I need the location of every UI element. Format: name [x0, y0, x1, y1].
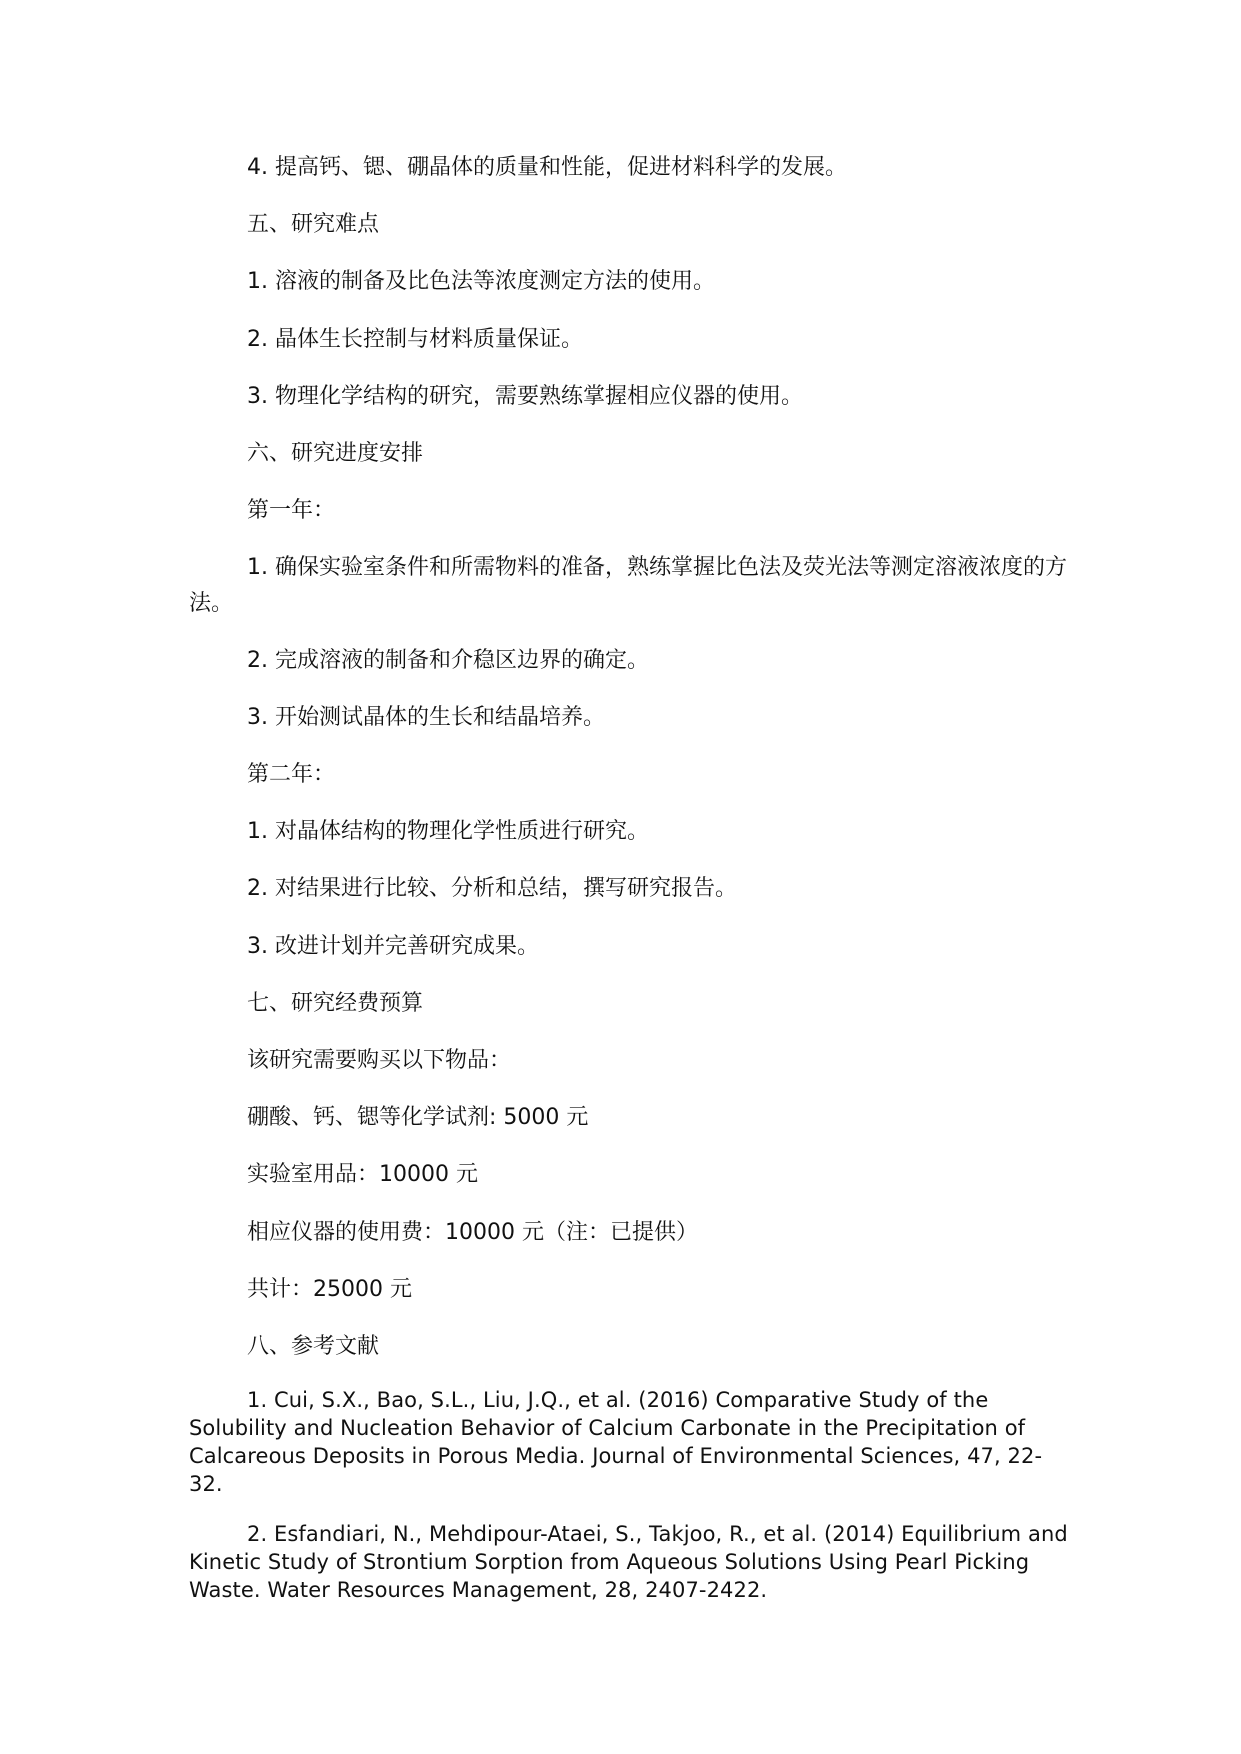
reference-item-2: 2. Esfandiari, N., Mehdipour-Ataei, S., Takjoo, R., et al. (2014) Equilibrium and Kinetic Study of Strontium Sorption from Aqueous Solutions Using Pearl Picking Waste. Water Resources Management, 28, 2407-2422. [189, 1522, 1068, 1603]
subheading-year-one: 第一年： [247, 498, 336, 524]
paragraph-difficulty-3: 3. 物理化学结构的研究，需要熟练掌握相应仪器的使用。 [247, 383, 803, 409]
subheading-year-two: 第二年： [247, 762, 336, 788]
paragraph-year-one-2: 2. 完成溶液的制备和介稳区边界的确定。 [247, 647, 649, 673]
paragraph-budget-intro: 该研究需要购买以下物品： [247, 1048, 512, 1073]
paragraph-budget-total: 共计：25000 元 [247, 1276, 412, 1302]
section-heading-references: 八、参考文献 [247, 1333, 380, 1359]
paragraph-year-one-1: 1. 确保实验室条件和所需物料的准备，熟练掌握比色法及荧光法等测定溶液浓度的方法。 [189, 555, 1067, 616]
paragraph-difficulty-2: 2. 晶体生长控制与材料质量保证。 [247, 326, 583, 352]
document-body [189, 150, 1069, 1626]
paragraph-year-two-1: 1. 对晶体结构的物理化学性质进行研究。 [247, 819, 649, 845]
paragraph-year-two-2: 2. 对结果进行比较、分析和总结，撰写研究报告。 [247, 876, 737, 902]
paragraph-budget-reagents: 硼酸、钙、锶等化学试剂: 5000 元 [247, 1105, 589, 1131]
section-heading-budget: 七、研究经费预算 [247, 990, 424, 1016]
paragraph-budget-instrument-fee: 相应仪器的使用费：10000 元（注：已提供） [247, 1219, 698, 1245]
paragraph-goal-4: 4. 提高钙、锶、硼晶体的质量和性能，促进材料科学的发展。 [247, 155, 847, 180]
paragraph-year-one-3: 3. 开始测试晶体的生长和结晶培养。 [247, 704, 605, 730]
reference-item-1: 1. Cui, S.X., Bao, S.L., Liu, J.Q., et al. (2016) Comparative Study of the Solubility and Nucleation Behavior of Calcium Carbonate in the Precipitation of Calcareous Deposits in Porous Media. Journal of Environmental Sciences, 47, 22-32. [189, 1388, 1043, 1497]
paragraph-year-two-3: 3. 改进计划并完善研究成果。 [247, 933, 539, 959]
section-heading-schedule: 六、研究进度安排 [247, 440, 424, 466]
paragraph-budget-lab-supplies: 实验室用品：10000 元 [247, 1162, 478, 1188]
paragraph-difficulty-1: 1. 溶液的制备及比色法等浓度测定方法的使用。 [247, 269, 715, 295]
section-heading-difficulties: 五、研究难点 [247, 212, 380, 238]
